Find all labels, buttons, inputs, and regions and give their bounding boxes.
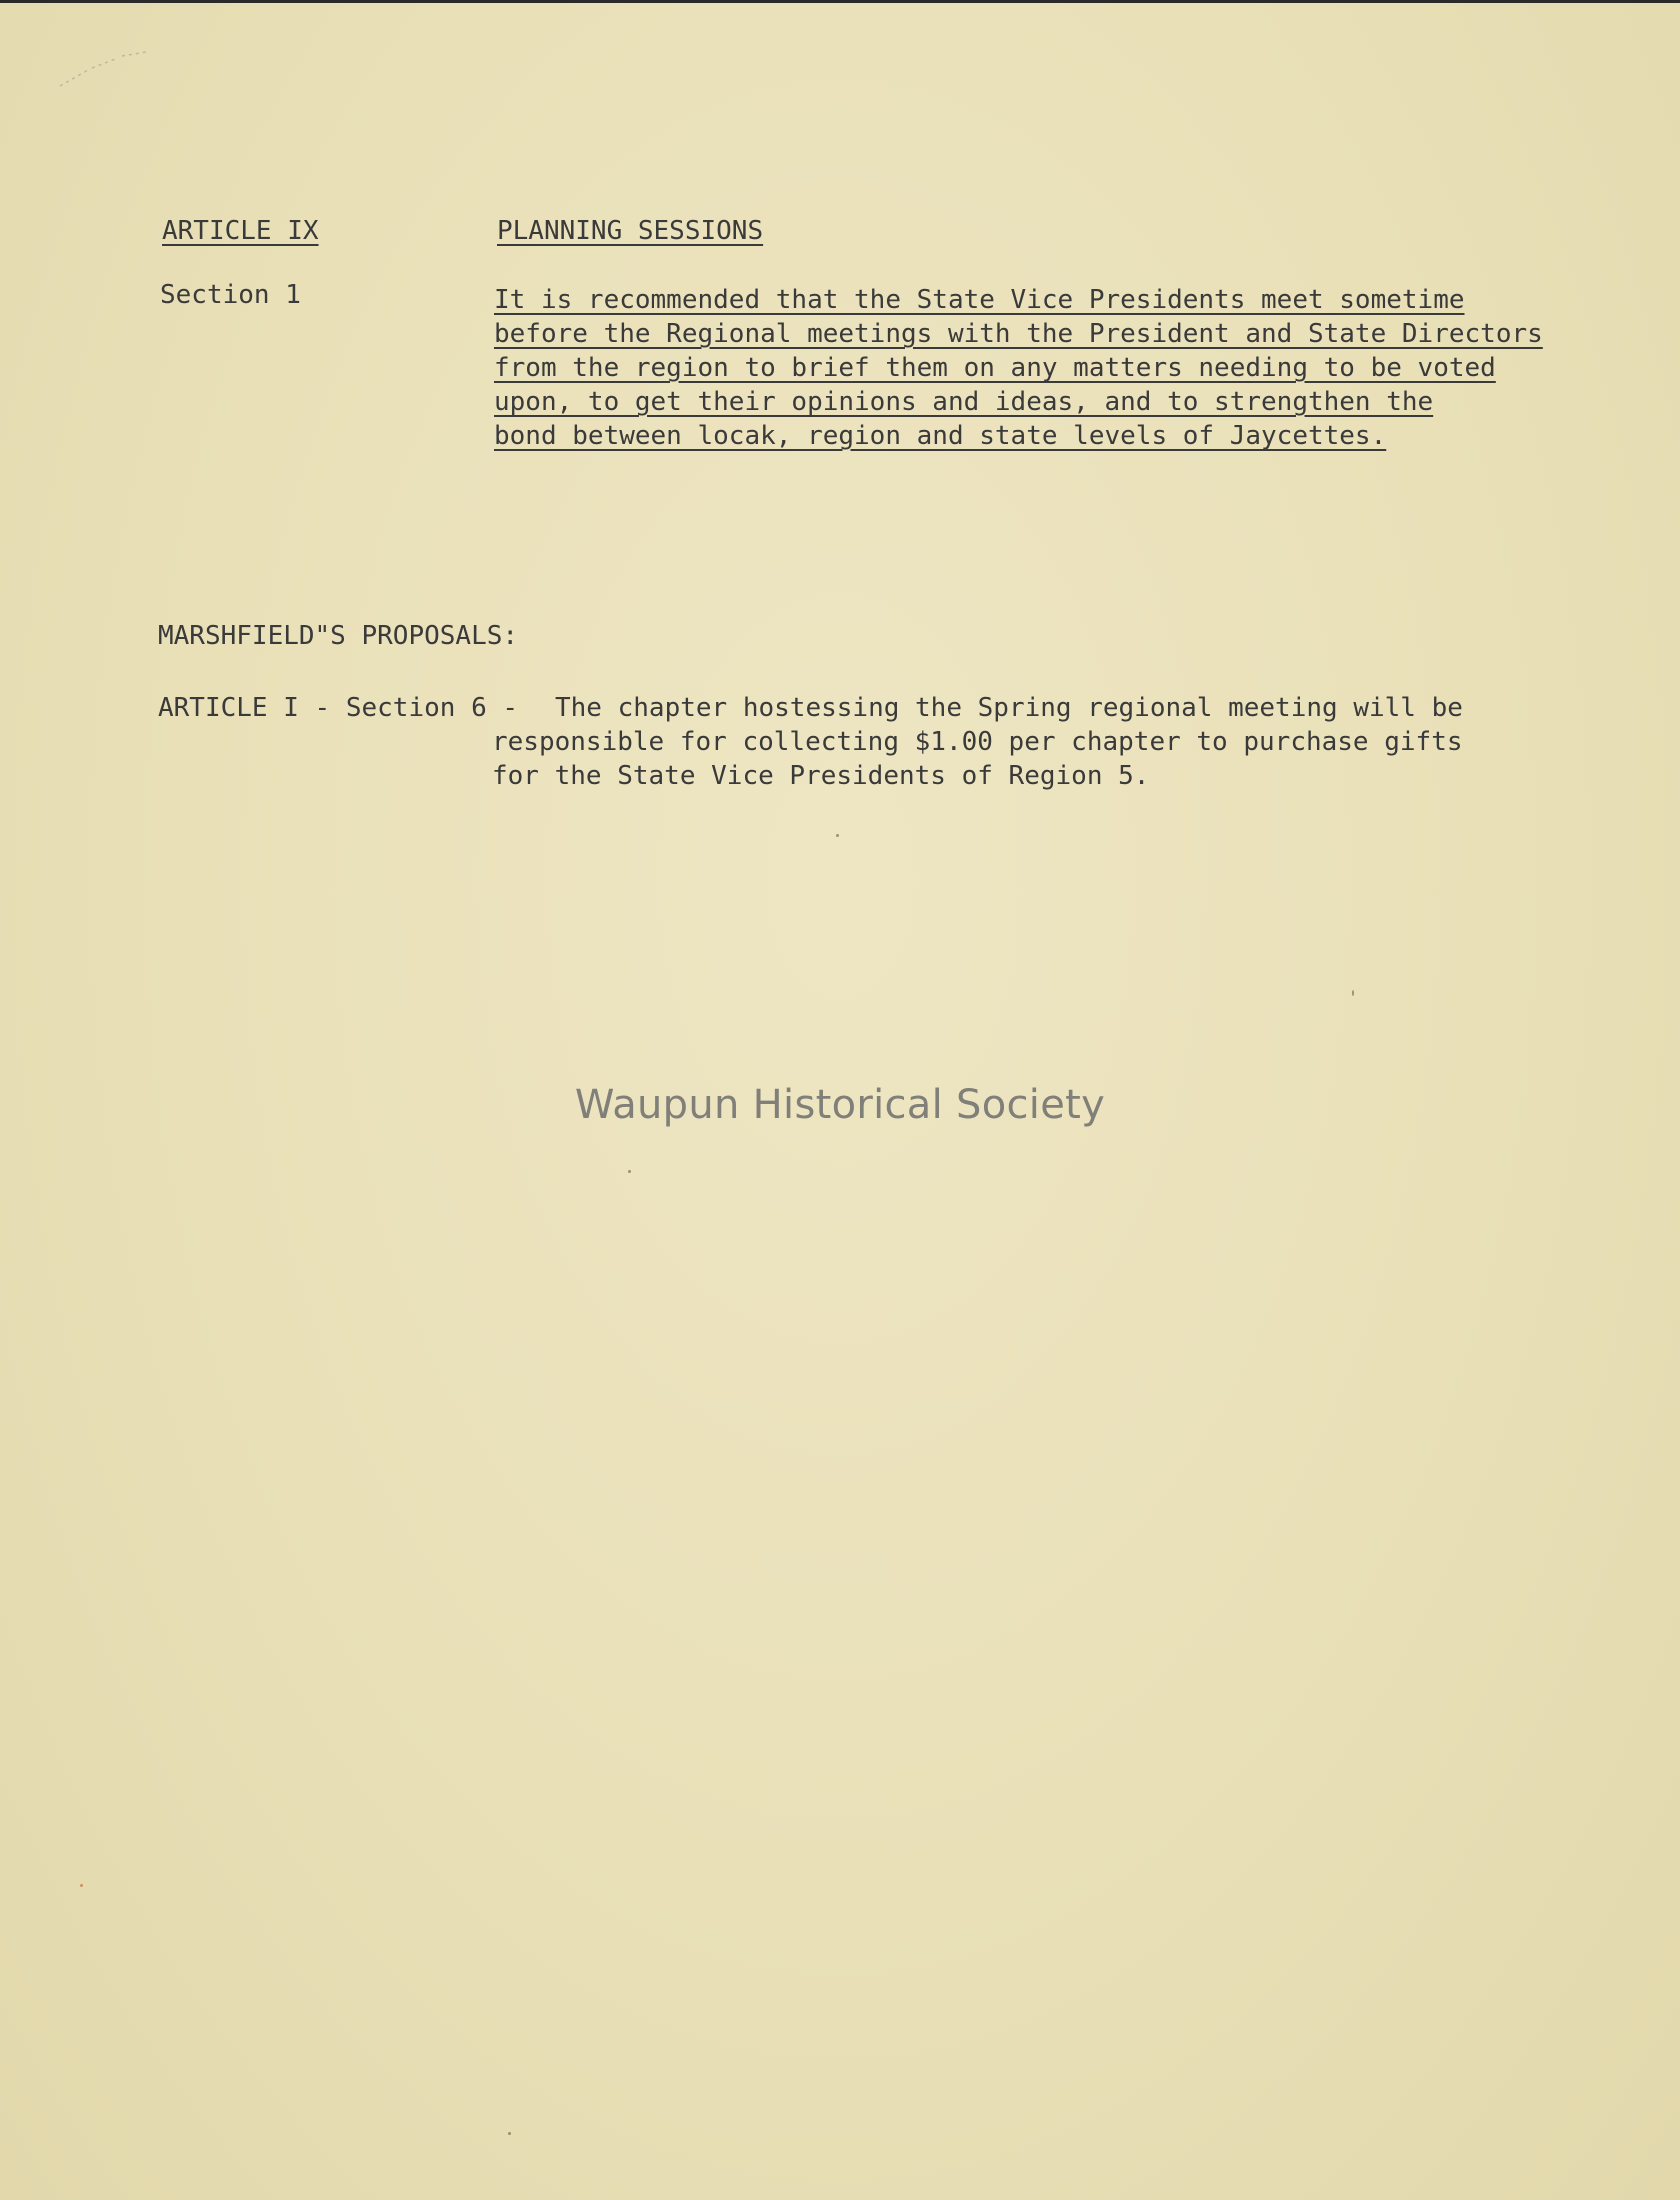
article-ix-label: ARTICLE IX (162, 216, 319, 246)
paper-speck (80, 1884, 83, 1887)
paragraph-line: before the Regional meetings with the President and State Directors (494, 319, 1543, 349)
pencil-mark-icon (58, 50, 148, 90)
article-ix-section-1-text (494, 283, 1543, 453)
paragraph-line: from the region to brief them on any matters needing to be voted (494, 353, 1496, 383)
watermark: Waupun Historical Society (574, 1082, 1106, 1128)
paper-speck (836, 834, 839, 837)
paragraph-line: bond between locak, region and state levels of Jaycettes. (494, 421, 1387, 451)
scan-edge (0, 0, 1680, 3)
paragraph-line: It is recommended that the State Vice Presidents meet sometime (494, 285, 1465, 315)
proposal-text (492, 691, 1463, 793)
paper-speck (508, 2132, 511, 2135)
article-ix-title: PLANNING SESSIONS (497, 216, 764, 246)
paper-speck (628, 1170, 631, 1173)
proposals-heading: MARSHFIELD"S PROPOSALS: (158, 621, 519, 651)
section-1-label: Section 1 (160, 280, 301, 310)
proposal-line: for the State Vice Presidents of Region 5. (492, 761, 1150, 791)
proposal-line: The chapter hostessing the Spring regional meeting will be (555, 693, 1463, 723)
paper-speck (1352, 990, 1354, 996)
proposal-line: responsible for collecting $1.00 per chapter to purchase gifts (492, 727, 1463, 757)
proposal-reference: ARTICLE I - Section 6 - (158, 693, 519, 723)
paragraph-line: upon, to get their opinions and ideas, and to strengthen the (494, 387, 1434, 417)
